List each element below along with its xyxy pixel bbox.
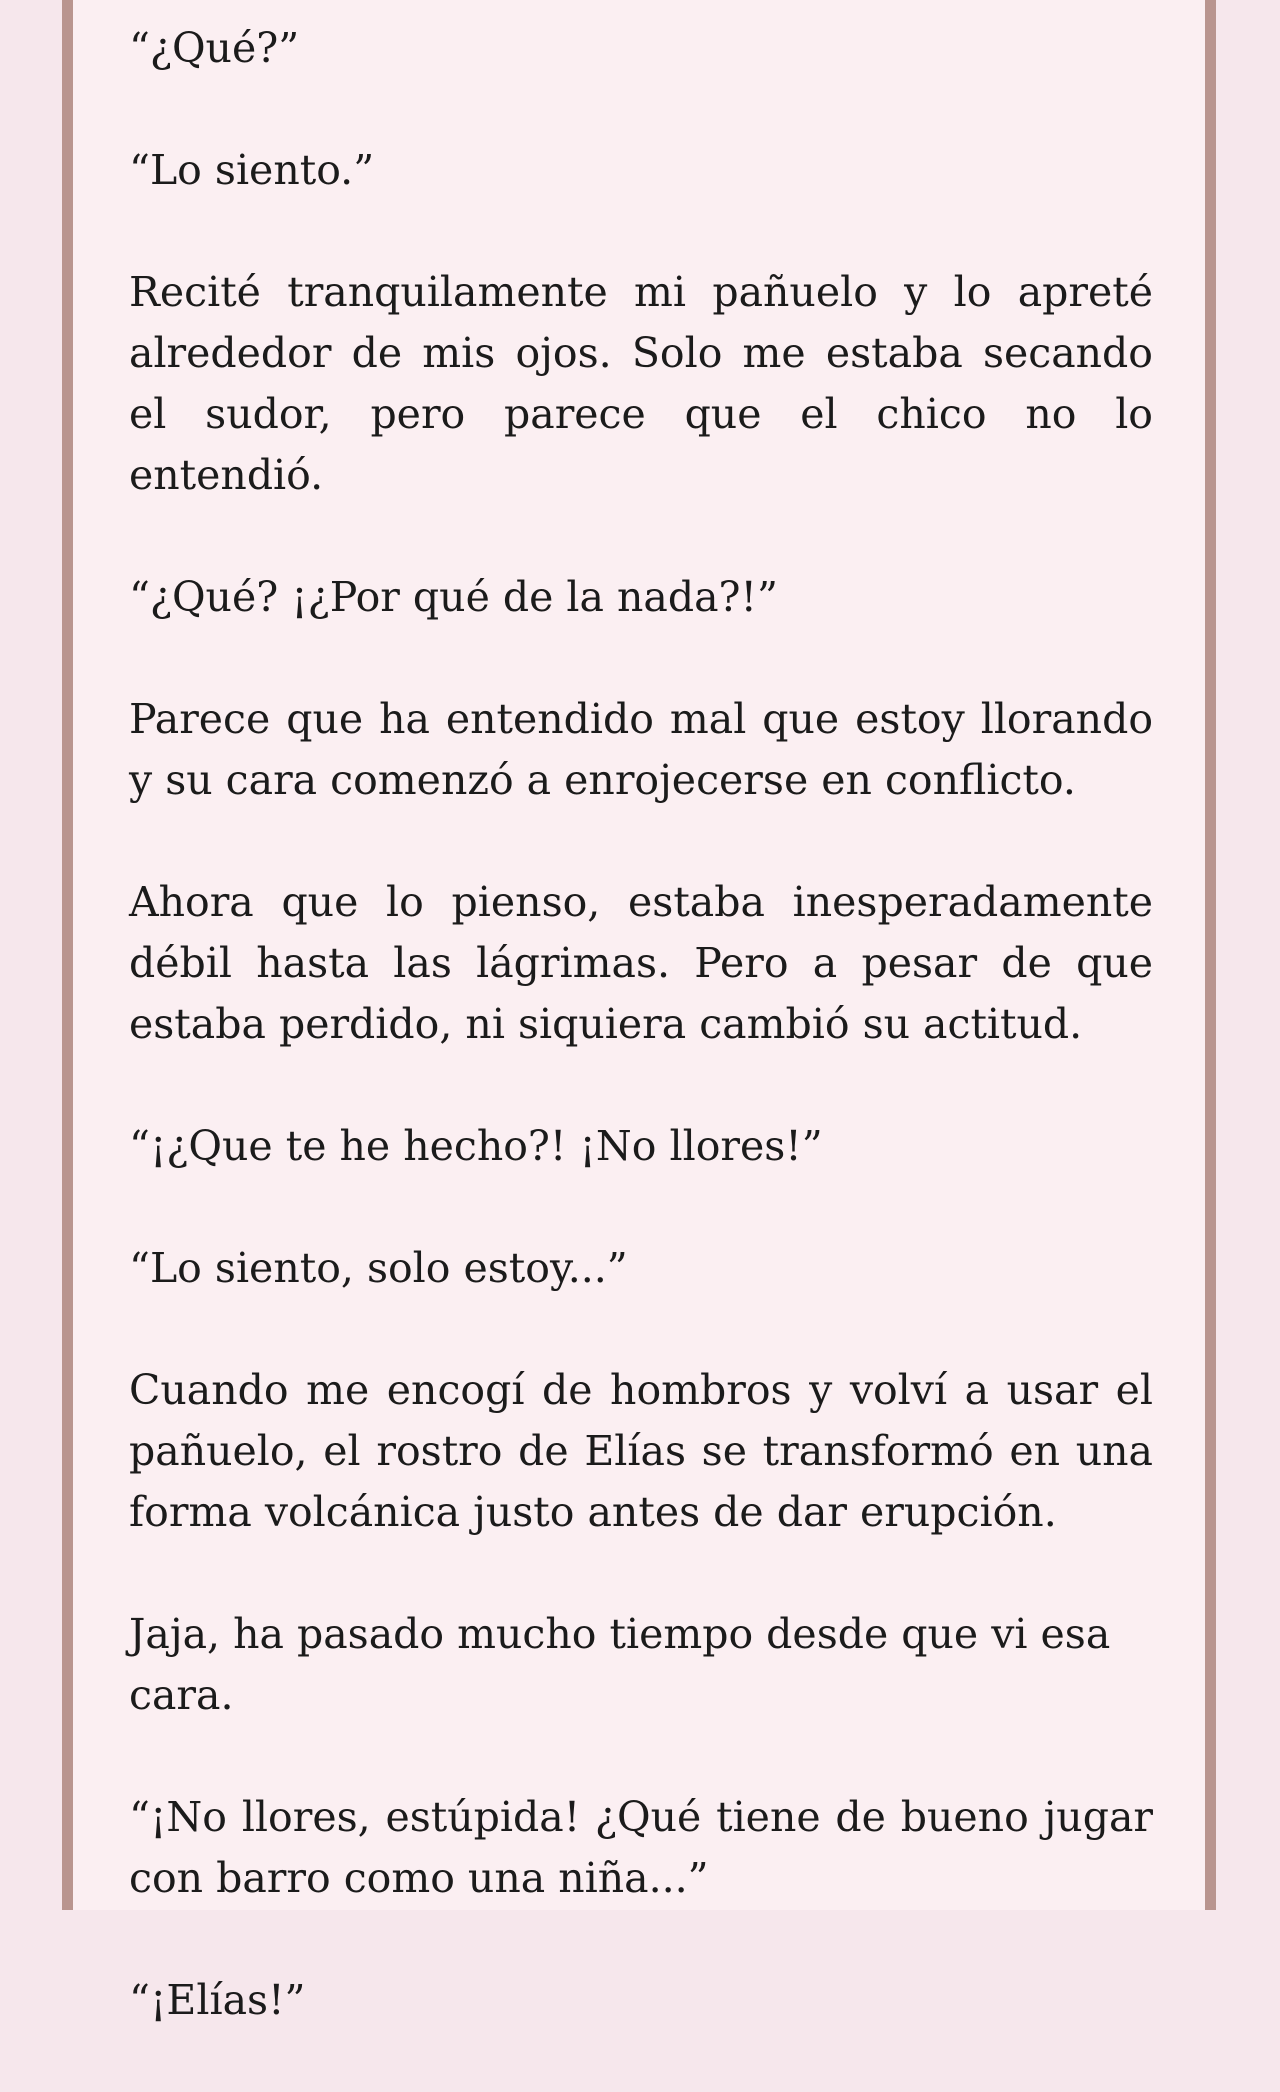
story-text (129, 18, 1153, 2092)
page-border-left (62, 0, 73, 1910)
narration-paragraph: Parece que ha entendido mal que estoy llorando y su cara comenzó a enrojecerse en conflicto. (129, 695, 1153, 804)
narration-paragraph: Cuando me encogí de hombros y volví a usar el pañuelo, el rostro de Elías se transformó en una forma volcánica justo antes de dar erupción. (129, 1366, 1153, 1536)
narration-paragraph: Jaja, ha pasado mucho tiempo desde que vi esa cara. (129, 1610, 1111, 1719)
dialogue-line: “¿Qué?” (129, 24, 300, 72)
dialogue-line: “¡Elías!” (129, 1976, 306, 2024)
dialogue-line: “¿Qué? ¡¿Por qué de la nada?!” (129, 573, 778, 621)
dialogue-line: “Lo siento.” (129, 146, 375, 194)
document-page (73, 0, 1205, 2024)
narration-paragraph: Recité tranquilamente mi pañuelo y lo apreté alrededor de mis ojos. Solo me estaba secando el sudor, pero parece que el chico no lo entendió. (129, 268, 1153, 499)
narration-paragraph: Ahora que lo pienso, estaba inesperadamente débil hasta las lágrimas. Pero a pesar de que estaba perdido, ni siquiera cambió su actitud. (129, 878, 1153, 1048)
dialogue-line: “¡¿Que te he hecho?! ¡No llores!” (129, 1122, 823, 1170)
dialogue-line: “¡No llores, estúpida! ¿Qué tiene de bueno jugar con barro como una niña...” (129, 1793, 1153, 1902)
dialogue-line: “Lo siento, solo estoy...” (129, 1244, 628, 1292)
page-border-right (1205, 0, 1216, 1910)
